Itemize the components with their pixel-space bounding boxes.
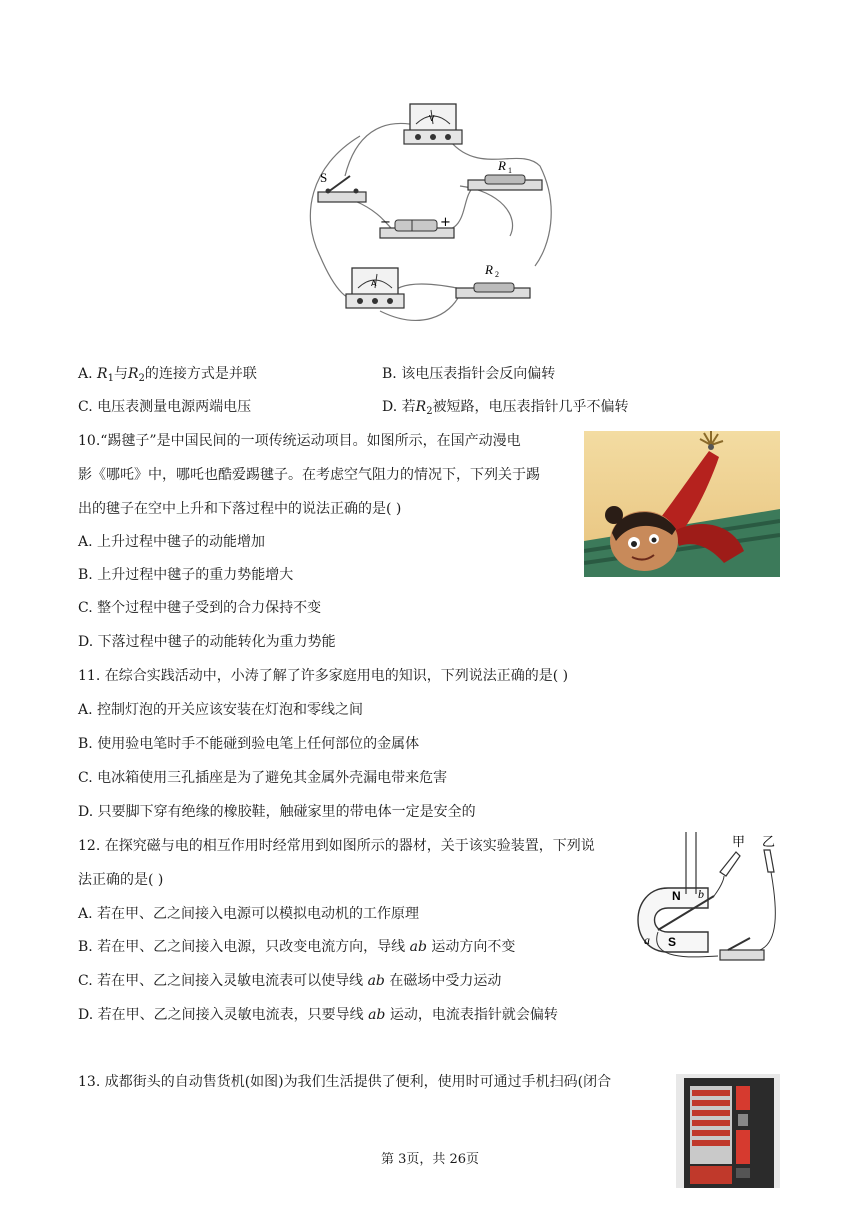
page-footer: 第 3页，共 26页 [380,1152,480,1167]
label-s: S [320,170,328,185]
q10-stem-line1: 10.“踢毽子”是中国民间的一项传统运动项目。如图所示，在国产动漫电 [78,433,521,449]
label-jia: 甲 [732,835,746,850]
q10-stem-line3: 出的毽子在空中上升和下落过程中的说法正确的是( ) [78,501,402,517]
q10-option-c: C. 整个过程中毽子受到的合力保持不变 [78,600,322,616]
q9-option-a-r1: R [97,366,108,382]
q9-option-d-suffix: 被短路，电压表指针几乎不偏转 [432,399,629,415]
q12-option-c-post: 在磁场中受力运动 [384,973,502,989]
q9-option-d-r2-sub: 2 [426,406,433,417]
label-a: a [644,933,650,947]
circuit-diagram-figure [300,96,560,328]
q9-option-d-prefix: D. 若 [382,399,416,415]
q9-option-a-r2: R [127,366,139,382]
label-r1-sub: 1 [508,166,512,175]
ammeter-icon [346,268,404,308]
resistor-r2-icon [456,283,530,298]
q9-option-a-mid: 与 [113,366,128,382]
voltmeter-icon [404,104,462,144]
q11-option-c: C. 电冰箱使用三孔插座是为了避免其金属外壳漏电带来危害 [78,770,448,786]
q13-stem-line1: 13. 成都街头的自动售货机(如图)为我们生活提供了便利，使用时可通过手机扫码(闭合 [78,1074,612,1090]
q9-option-a-suffix: 的连接方式是并联 [144,366,257,382]
q12-option-d [78,1005,558,1025]
q12-option-a: A. 若在甲、乙之间接入电源可以模拟电动机的工作原理 [78,906,420,922]
q11-stem: 11. 在综合实践活动中，小涛了解了许多家庭用电的知识，下列说法正确的是( ) [78,668,569,684]
q9-option-a-prefix: A. [78,366,98,382]
q12-stem-line1: 12. 在探究磁与电的相互作用时经常用到如图所示的器材，关于该实验装置，下列说 [78,838,595,854]
q10-stem-line2: 影《哪吒》中，哪吒也酷爱踢毽子。在考虑空气阻力的情况下，下列关于踢 [78,467,540,483]
q11-option-d: D. 只要脚下穿有绝缘的橡胶鞋，触碰家里的带电体一定是安全的 [78,804,476,820]
label-r1: R [498,158,506,173]
q10-option-d: D. 下落过程中毽子的动能转化为重力势能 [78,634,336,650]
q9-option-a-r1-sub: 1 [107,373,114,384]
label-meter-v: V [429,114,435,123]
switch-icon [720,938,764,960]
q12-option-b-post: 运动方向不变 [426,939,516,955]
q12-option-d-pre: D. 若在甲、乙之间接入灵敏电流表，只要导线 [78,1007,369,1023]
label-plus: + [440,215,451,230]
vending-machine-image [676,1074,780,1188]
q12-option-d-post: 运动，电流表指针就会偏转 [385,1007,558,1023]
label-minus: − [380,215,391,230]
q9-option-a-r2-sub: 2 [138,373,145,384]
label-r2: R [485,262,493,277]
q10-option-a: A. 上升过程中毽子的动能增加 [78,534,266,550]
q12-option-d-ab: ab [368,1007,386,1023]
label-meter-a: A [371,279,377,288]
label-yi: 乙 [762,835,776,850]
q12-option-b-ab: ab [409,939,427,955]
q9-option-b: B. 该电压表指针会反向偏转 [382,366,556,382]
q9-option-a [78,364,257,389]
q12-option-c-ab: ab [367,973,385,989]
q12-option-b [78,937,515,957]
label-r2-sub: 2 [495,270,499,279]
q10-option-b: B. 上升过程中毽子的重力势能增大 [78,567,294,583]
nezha-kicking-shuttlecock-image [584,431,780,577]
q12-option-c-pre: C. 若在甲、乙之间接入灵敏电流表可以使导线 [78,973,368,989]
q12-option-b-pre: B. 若在甲、乙之间接入电源，只改变电流方向，导线 [78,939,410,955]
label-s: S [668,935,677,949]
q11-option-b: B. 使用验电笔时手不能碰到验电笔上任何部位的金属体 [78,736,420,752]
q9-option-c: C. 电压表测量电源两端电压 [78,399,252,415]
q12-stem-line2: 法正确的是( ) [78,872,164,888]
q9-option-d [382,397,629,422]
label-n: N [672,889,681,903]
q11-option-a: A. 控制灯泡的开关应该安装在灯泡和零线之间 [78,702,364,718]
q12-option-c [78,971,501,991]
resistor-r1-icon [468,175,542,190]
q9-option-d-r2: R [415,399,427,415]
label-b: b [698,887,704,901]
magnet-apparatus-figure [628,832,804,972]
